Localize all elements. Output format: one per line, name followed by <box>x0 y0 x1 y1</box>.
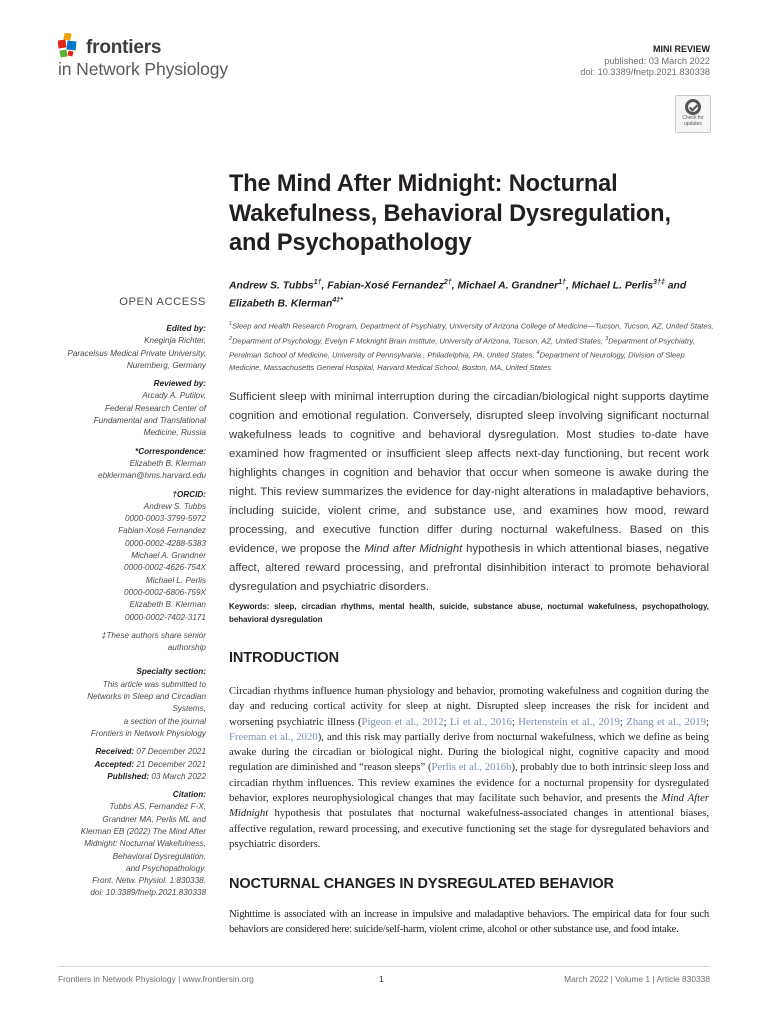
keywords-text: sleep, circadian rhythms, mental health, suicide, substance abuse, nocturnal wakefulness, psychopathology, behavioral dysregulation <box>229 602 709 624</box>
citation-line: Grandner MA, Perlis ML and <box>102 814 206 824</box>
citation-link[interactable]: Hertenstein et al., 2019 <box>518 715 620 728</box>
affiliation-text: Department of Psychiatry, Perelman School of Medicine, University of Pennsylvania , Philadelphia, PA, United States, <box>229 336 695 360</box>
specialty-section-label: Specialty section: <box>136 667 206 677</box>
citation-link[interactable]: Freeman et al., 2020 <box>229 730 318 743</box>
keywords <box>229 600 709 626</box>
open-access-label: OPEN ACCESS <box>119 296 206 308</box>
frontiers-logo-icon <box>58 33 82 59</box>
affiliation-text: Department of Neurology, Division of Sleep Medicine, Massachusetts General Hospital, Harvard Medical School, Boston, MA, United States <box>229 351 685 373</box>
body-text: ), probably due to both intrinsic sleep loss and circadian rhythm influences. This review examines the evidence for a nocturnal propensity for dysregulated behavior, explores neurophysiological changes that may facilitate such behavior, and presents the <box>229 761 710 805</box>
affiliation-number: 4 <box>536 350 540 357</box>
affiliation-number: 2 <box>229 335 233 342</box>
citation-line: Behavioral Dysregulation, <box>112 851 206 861</box>
author-affiliation-marker: 2† <box>443 279 452 286</box>
author-name[interactable]: Fabian-Xosé Fernandez <box>327 280 444 292</box>
article-type: MINI REVIEW <box>652 44 710 54</box>
citation-line: Klerman EB (2022) The Mind After <box>80 826 206 836</box>
article-meta <box>580 44 710 79</box>
received-value: 07 December 2021 <box>136 747 206 757</box>
abstract <box>229 388 709 597</box>
correspondence-email[interactable]: ebklerman@hms.harvard.edu <box>98 471 206 481</box>
citation-line: and Psychopathology. <box>126 863 206 873</box>
reviewer-line: Medicine, Russia <box>143 428 206 438</box>
orcid-author: Andrew S. Tubbs <box>143 501 206 511</box>
senior-authorship-note: ‡These authors share senior <box>101 630 206 640</box>
citation-separator: ; <box>443 715 450 728</box>
citation-link[interactable]: Zhang et al., 2019 <box>626 715 706 728</box>
orcid-author: Elizabeth B. Klerman <box>129 600 206 610</box>
accepted-date <box>46 759 206 771</box>
keywords-label: Keywords: <box>229 602 270 611</box>
reviewer-line: Federal Research Center of <box>104 403 206 413</box>
affiliations <box>229 318 719 374</box>
abstract-text: hypothesis in which attentional biases, negative affect, altered reward processing, and prefrontal disinhibition interact to promote behavioral dysregulation and psychiatric disorders. <box>229 543 709 593</box>
author-name[interactable]: Andrew S. Tubbs <box>229 280 314 292</box>
citation-link[interactable]: Li et al., 2016 <box>450 715 512 728</box>
article-title: The Mind After Midnight: Nocturnal Wakefulness, Behavioral Dysregulation, and Psychopathology <box>229 171 671 256</box>
author-affiliation-marker: 1† <box>313 279 322 286</box>
article-doi[interactable]: doi: 10.3389/fnetp.2021.830338 <box>580 67 710 77</box>
citation-link[interactable]: Pigeon et al., 2012 <box>361 715 444 728</box>
journal-name: in Network Physiology <box>58 59 229 79</box>
specialty-line: This article was submitted to <box>102 679 206 689</box>
check-icon <box>685 99 701 115</box>
correspondence-label: *Correspondence: <box>135 446 206 456</box>
correspondence-name: Elizabeth B. Klerman <box>129 458 206 468</box>
hypothesis-emphasis: Mind After Midnight <box>229 792 709 820</box>
orcid-id[interactable]: 0000-0003-3799-5972 <box>124 514 206 524</box>
body-text: Circadian rhythms influence human physiology and behavior, promoting wakefulness and cognition during the day and reducing cortical activity for sleep at night. Disrupted sleep increases the risk for incident and worsening psychiatric illness ( <box>229 685 709 728</box>
body-text: ), and this risk may partially derive from nocturnal wakefulness, which we define as being awake during the circadian or biological night. During the biological night, cognitive capacity and mood regulation are diminished and “reason sleeps” ( <box>229 730 709 774</box>
citation-doi[interactable]: doi: 10.3389/fnetp.2021.830338 <box>90 888 206 898</box>
specialty-line: Frontiers in Network Physiology <box>90 728 206 738</box>
citation-separator: ; <box>705 715 709 728</box>
introduction-paragraph <box>229 684 709 852</box>
page-number: 1 <box>379 974 384 984</box>
footer-divider <box>58 966 710 967</box>
affiliation-number: 3 <box>605 335 609 342</box>
abstract-text: Sufficient sleep with minimal interruption during the circadian/biological night supports daytime cognition and emotional regulation. Conversely, disrupted sleep involving significant nocturnal wakefulness leads to cognitive and behavioral dysregulation. Most studies to-date have examined how fragmented or insufficient sleep affects next-day functioning, but recent work highlights changes in cognition and behavior that occur when someone is awake during the night. This review summarizes the evidence for day-night alterations in maladaptive behaviors, including suicide, violent crime, and substance use, and examines how mood, reward processing, and executive function differ during nocturnal wakefulness. Based on this evidence, we propose the <box>229 391 709 555</box>
author-affiliation-marker: 3†‡ <box>653 279 665 286</box>
received-date <box>46 746 206 758</box>
editor-line: Kneginja Richter, <box>144 336 206 346</box>
specialty-line: a section of the journal <box>123 716 206 726</box>
affiliation-text: Department of Psychology, Evelyn F Mcknight Brain Institute, University of Arizona, Tucson, AZ, United States, <box>232 336 606 346</box>
nocturnal-paragraph: Nighttime is associated with an increase in impulsive and maladaptive behaviors. The empirical data for four such behaviors are considered here: suicide/self-harm, violent crime, alcohol or other substance use, and food intake. <box>229 908 709 936</box>
journal-logo-wordmark: frontiers <box>86 37 162 58</box>
orcid-id[interactable]: 0000-0002-4288-5383 <box>124 538 206 548</box>
author-name[interactable]: Michael L. Perlis <box>571 280 654 292</box>
body-text: hypothesis that postulates that nocturnal wakefulness-associated changes in attentional biases, affective regulation, reward processing, and executive functioning set the stage for dysregulated behaviors and psychiatric disorders. <box>229 807 709 850</box>
citation-link[interactable]: Perlis et al., 2016b <box>431 761 512 774</box>
author-name[interactable]: Michael A. Grandner <box>457 280 559 292</box>
author-affiliation-marker: 4‡* <box>332 297 343 305</box>
author-affiliation-marker: 1† <box>558 279 566 286</box>
check-for-updates-label: Check for updates <box>682 115 704 127</box>
citation-line: Tubbs AS, Fernandez F-X, <box>109 802 206 812</box>
citation-separator: ; <box>619 715 627 728</box>
citation-line: Midnight: Nocturnal Wakefulness, <box>84 839 206 849</box>
orcid-id[interactable]: 0000-0002-4626-754X <box>124 563 206 573</box>
section-heading-nocturnal-changes: NOCTURNAL CHANGES IN DYSREGULATED BEHAVIOR <box>229 876 614 892</box>
article-info-sidebar <box>46 323 206 900</box>
specialty-line: Systems, <box>172 704 206 714</box>
citation-separator: ; <box>511 715 519 728</box>
orcid-label: †ORCID: <box>172 489 206 499</box>
affiliation-number: 1 <box>229 321 233 327</box>
received-label: Received: <box>95 747 135 757</box>
edited-by-label: Edited by: <box>166 324 206 333</box>
editor-line: Paracelsus Medical Private University, <box>67 348 206 358</box>
orcid-id[interactable]: 0000-0002-6806-759X <box>124 587 206 597</box>
published-value: 03 March 2022 <box>151 771 206 781</box>
author-name[interactable]: Elizabeth B. Klerman <box>229 298 333 310</box>
reviewer-line: Fundamental and Translational <box>93 416 206 426</box>
citation-line: Front. Netw. Physiol. 1:830338. <box>92 876 206 886</box>
orcid-id[interactable]: 0000-0002-7402-3171 <box>124 612 206 622</box>
orcid-author: Fabian-Xosé Fernandez <box>118 526 206 536</box>
specialty-line: Networks in Sleep and Circadian <box>87 692 206 702</box>
accepted-value: 21 December 2021 <box>136 759 206 769</box>
published-label: Published: <box>107 771 150 781</box>
citation-label: Citation: <box>172 790 206 800</box>
footer-issue-info: March 2022 | Volume 1 | Article 830338 <box>564 974 710 984</box>
published-date: published: 03 March 2022 <box>604 55 710 66</box>
orcid-author: Michael L. Perlis <box>145 575 206 585</box>
author-list: Andrew S. Tubbs$^{1\dagger}$, Fabian-Xosé Fernandez$^{2\dagger}$, Michael A. Grandner$^{1\dagger}$, Michael L. Perlis$^{3\dagger\ddagger}$ and Elizabeth B. Klerman$^{4\ddagger*}$ <box>229 279 687 310</box>
editor-line: Nuremberg, Germany <box>126 360 206 370</box>
orcid-author: Michael A. Grandner <box>131 551 206 561</box>
reviewer-line: Arcady A. Putilov, <box>142 391 206 401</box>
abstract-emphasis: Mind after Midnight <box>364 543 463 555</box>
check-for-updates-button[interactable] <box>675 95 711 133</box>
reviewed-by-label: Reviewed by: <box>153 379 206 389</box>
affiliation-text: Sleep and Health Research Program, Department of Psychiatry, University of Arizona College of Medicine—Tucson, Tucson, AZ, United States, <box>232 321 714 331</box>
published-date-sidebar <box>46 771 206 783</box>
senior-authorship-note: authorship <box>167 643 206 653</box>
section-heading-introduction: INTRODUCTION <box>229 650 339 666</box>
accepted-label: Accepted: <box>94 759 135 769</box>
footer-journal-link[interactable]: Frontiers in Network Physiology | www.frontiersin.org <box>58 974 254 984</box>
